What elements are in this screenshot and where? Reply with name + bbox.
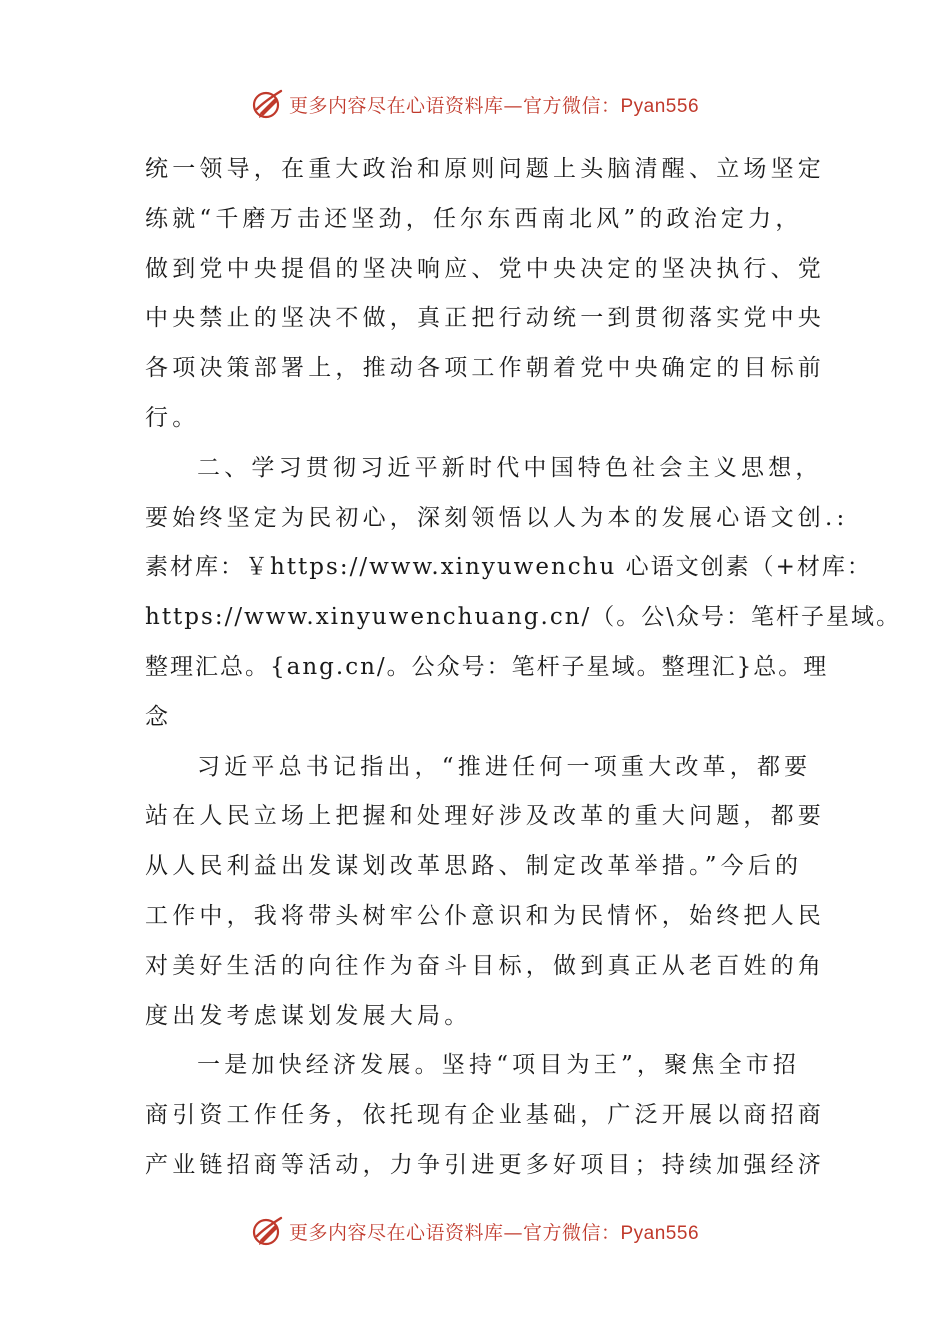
footer-banner-text [289,1218,699,1245]
paragraph-4 [145,1041,825,1190]
text-line: 度出发考虑谋划发展大局。 [145,1002,472,1029]
text-line: 从人民利益出发谋划改革思路、制定改革举措。”今后的 [145,853,803,880]
text-line: 对美好生活的向往作为奋斗目标，做到真正从老百姓的角 [145,952,825,979]
text-line: 练就“千磨万击还坚劲，任尔东西南北风”的政治定力， [145,205,803,232]
text-line: 统一领导，在重大政治和原则问题上头脑清醒、立场坚定 [145,156,825,182]
text-line: 商引资工作任务，依托现有企业基础，广泛开展以商招商 [145,1102,825,1129]
text-line: 要始终坚定为民初心，深刻领悟以人为本的发展心语文创.: [145,504,849,531]
header-banner-text [289,91,699,118]
text-line: 站在人民立场上把握和处理好涉及改革的重大问题，都要 [145,803,825,830]
text-line: 中央禁止的坚决不做，真正把行动统一到贯彻落实党中央 [145,305,825,332]
text-line: https://www.xinyuwenchuang.cn/（。公\众号：笔杆子星域。 [145,604,902,631]
text-line: 念 [145,703,173,730]
footer-wechat-id: Pyan556 [620,1222,700,1244]
text-line: 习近平总书记指出，“推进任何一项重大改革，都要 [197,753,812,780]
text-line: 各项决策部署上，推动各项工作朝着党中央确定的目标前 [145,355,825,382]
text-line: 一是加快经济发展。坚持“项目为王”，聚焦全市招 [197,1052,801,1079]
paragraph-2 [145,444,902,743]
section-heading-line: 二、学习贯彻习近平新时代中国特色社会主义思想， [197,454,823,481]
pen-logo-icon [251,87,285,121]
pen-logo-icon [251,1214,285,1248]
paragraph-1 [145,145,825,444]
text-line: 素材库：￥https://www.xinyuwenchu 心语文创素（+材库： [145,554,872,581]
header-banner-label: 更多内容尽在心语资料库—官方微信： [288,94,621,117]
text-line: 行。 [145,404,200,431]
text-line: 工作中，我将带头树牢公仆意识和为民情怀，始终把人民 [145,902,825,929]
footer-banner-label: 更多内容尽在心语资料库—官方微信： [288,1221,621,1244]
paragraph-3 [145,743,825,1042]
document-body [145,145,902,1191]
text-line: 产业链招商等活动，力争引进更多好项目；持续加强经济 [145,1151,825,1178]
text-line: 整理汇总。{ang.cn/。公众号：笔杆子星域。整理汇}总。理 [145,653,829,680]
footer-banner [0,1211,950,1251]
header-banner [0,84,950,124]
text-line: 做到党中央提倡的坚决响应、党中央决定的坚决执行、党 [145,255,825,282]
header-wechat-id: Pyan556 [620,95,700,117]
